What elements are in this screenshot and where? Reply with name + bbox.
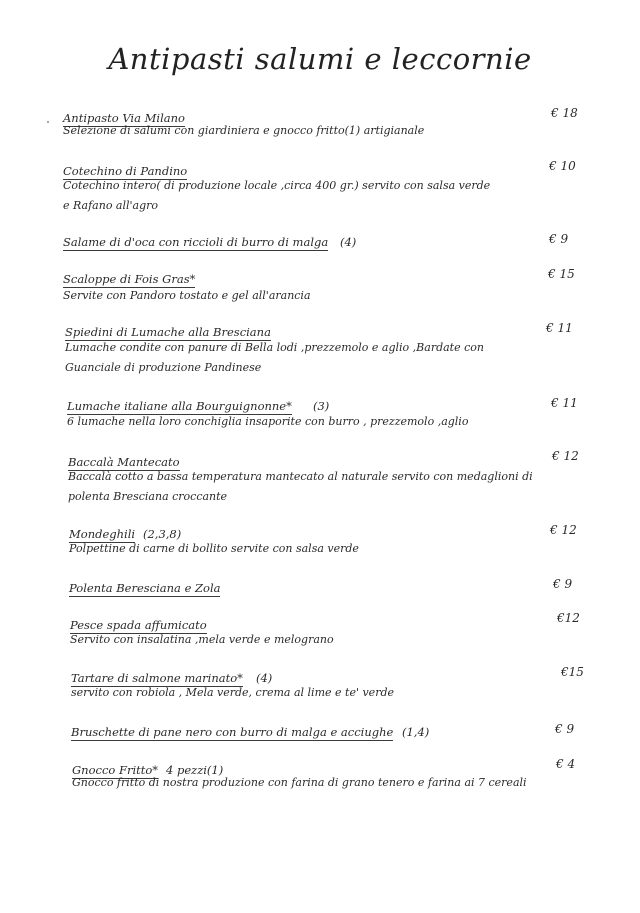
item-allergens: (1,4) (402, 725, 430, 739)
item-description (71, 683, 394, 703)
item-name: Polenta Beresciana e Zola (69, 581, 221, 595)
description-line: servito con robiola , Mela verde, crema al lime e te' verde (71, 686, 395, 699)
item-price: € 9 (555, 722, 575, 736)
item-name: Baccalà Mantecato (68, 455, 180, 469)
description-line: Gnocco fritto di nostra produzione con farina di grano tenero e farina ai 7 cereali (72, 776, 527, 789)
item-name: Antipasto Via Milano (63, 111, 185, 125)
description-line: e Rafano all'agro (63, 199, 159, 212)
item-description (65, 338, 484, 378)
menu-title: Antipasti salumi e leccornie (108, 42, 532, 76)
scan-speck (47, 121, 49, 123)
item-name: Mondeghili (69, 527, 136, 541)
item-price: € 15 (548, 267, 575, 281)
item-name: Gnocco Fritto* (72, 763, 159, 777)
item-description (63, 176, 490, 216)
item-allergens: (3) (313, 399, 330, 413)
item-price: € 9 (553, 577, 573, 591)
item-name: Cotechino di Pandino (63, 164, 188, 178)
item-name: Lumache italiane alla Bourguignonne* (67, 399, 292, 413)
item-description (67, 412, 468, 432)
item-price: € 12 (550, 523, 577, 537)
item-allergens: (2,3,8) (143, 527, 182, 541)
description-line: Servite con Pandoro tostato e gel all'arancia (63, 289, 311, 302)
item-description (69, 539, 359, 559)
item-allergens: (4) (340, 235, 357, 249)
description-line: Lumache condite con panure di Bella lodi ,prezzemolo e aglio ,Bardate con (65, 341, 484, 354)
description-line: Servito con insalatina ,mela verde e melograno (70, 633, 334, 646)
item-description (63, 286, 311, 306)
description-line: Cotechino intero( di produzione locale ,circa 400 gr.) servito con salsa verde (63, 179, 491, 192)
item-price: € 12 (552, 449, 579, 463)
item-description (72, 773, 527, 793)
item-name: Pesce spada affumicato (70, 618, 207, 632)
item-description (68, 467, 533, 507)
description-line: Baccalà cotto a bassa temperatura mantecato al naturale servito con medaglioni di (68, 470, 533, 483)
item-description (63, 121, 424, 141)
item-name: Salame di d'oca con riccioli di burro di malga (63, 235, 329, 249)
item-price: € 18 (551, 106, 578, 120)
item-price: € 9 (549, 232, 569, 246)
description-line: Selezione di salumi con giardiniera e gnocco fritto(1) artigianale (63, 124, 425, 137)
description-line: polenta Bresciana croccante (68, 490, 228, 503)
item-price: € 10 (549, 159, 576, 173)
description-line: Guanciale di produzione Pandinese (65, 361, 262, 374)
item-name: Tartare di salmone marinato* (71, 671, 243, 685)
item-price: € 4 (556, 757, 576, 771)
item-name: Bruschette di pane nero con burro di malga e acciughe (71, 725, 394, 739)
item-description (70, 630, 334, 650)
item-allergens: (4) (256, 671, 273, 685)
description-line: 6 lumache nella loro conchiglia insaporite con burro , prezzemolo ,aglio (67, 415, 469, 428)
item-name: Spiedini di Lumache alla Bresciana (65, 325, 271, 339)
item-name: Scaloppe di Fois Gras* (63, 272, 196, 286)
item-price: € 11 (551, 396, 578, 410)
item-price: €15 (561, 665, 584, 679)
item-price: €12 (557, 611, 580, 625)
description-line: Polpettine di carne di bollito servite con salsa verde (69, 542, 359, 555)
item-allergens: 4 pezzi(1) (166, 763, 224, 777)
item-price: € 11 (546, 321, 573, 335)
